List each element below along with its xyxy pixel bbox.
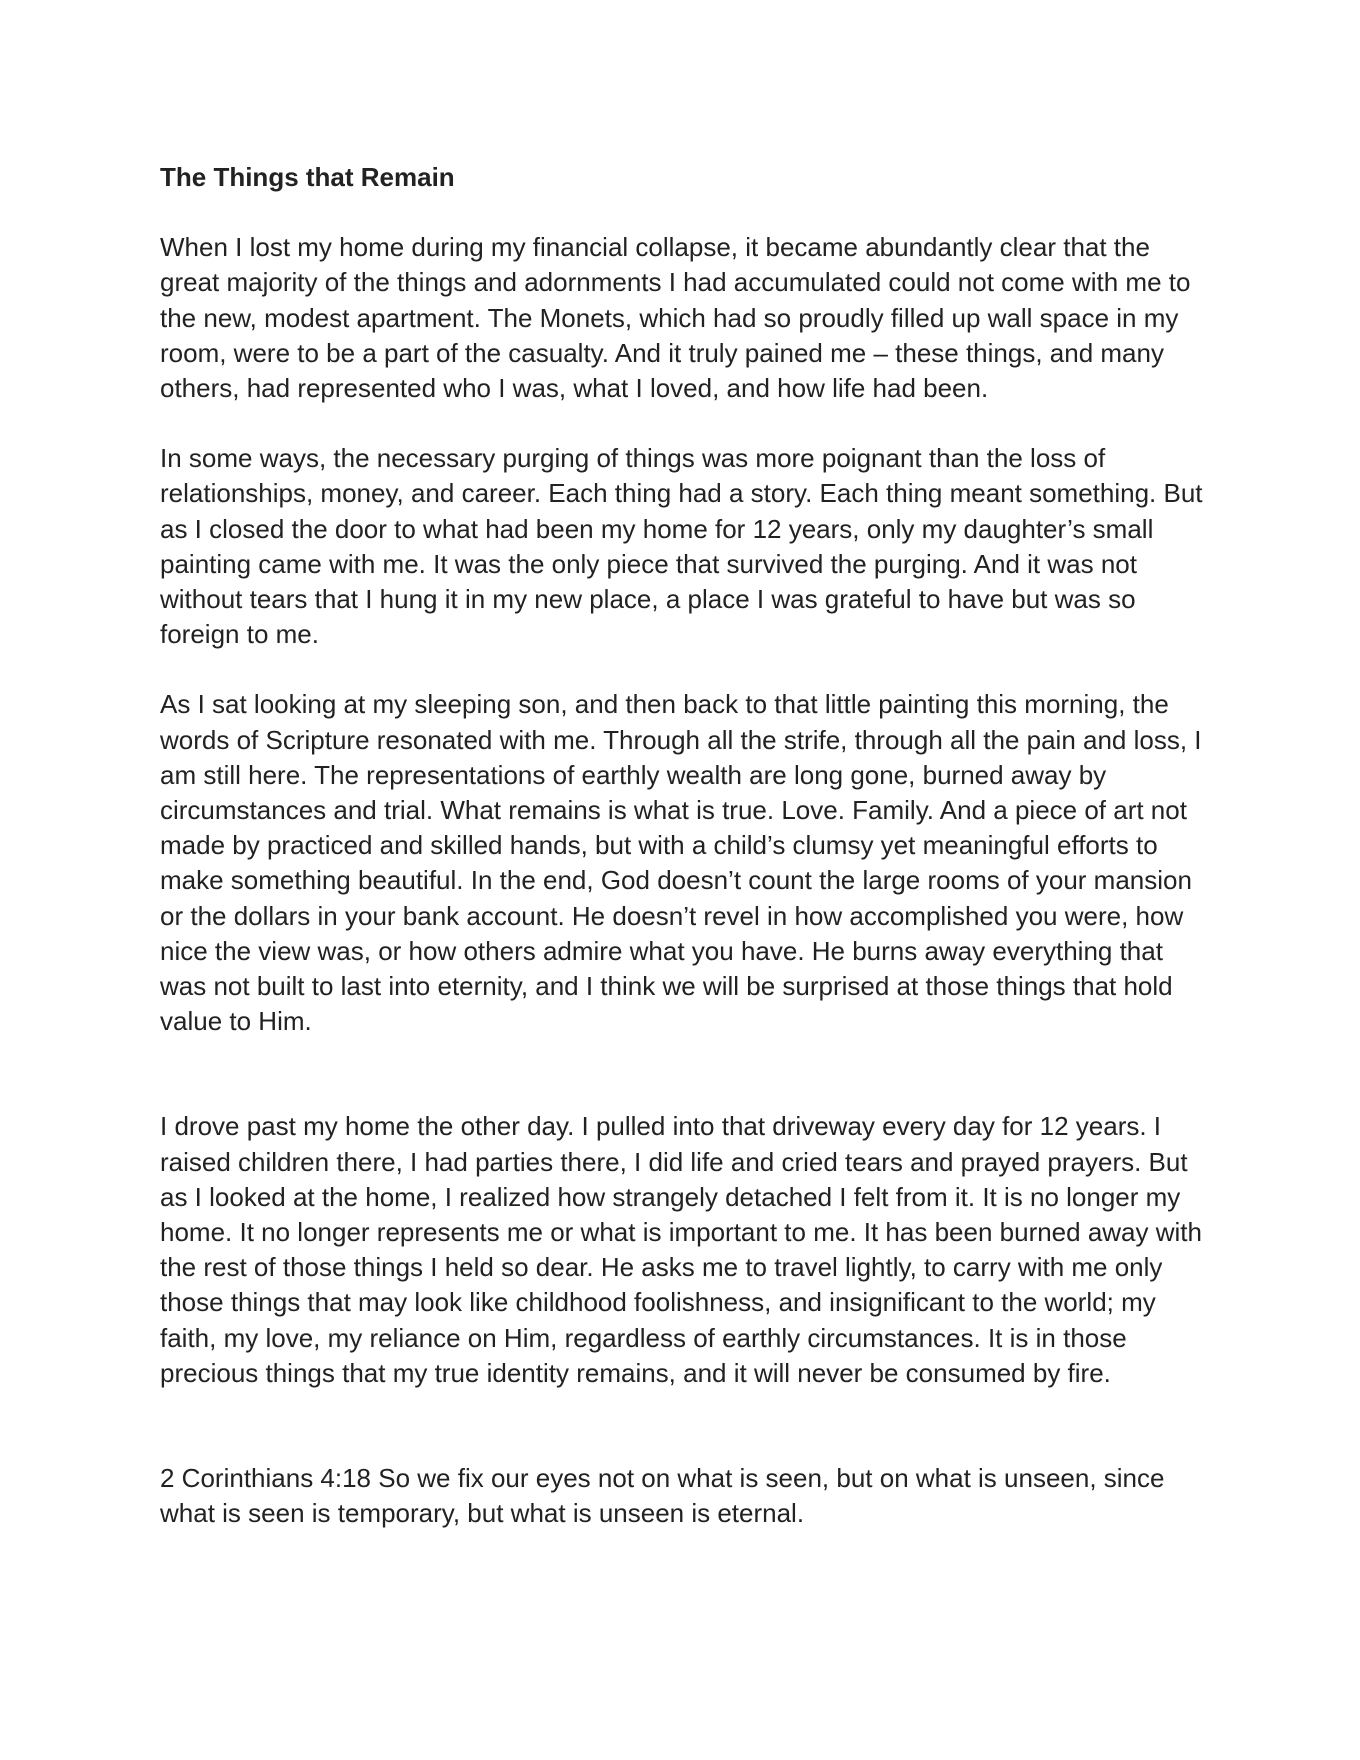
paragraph-4: I drove past my home the other day. I pulled into that driveway every day for 12 years. I raised children there, I had parties there, I did life and cried tears and prayed prayers. But as I looked at the home, I realized how strangely detached I felt from it. It is no longer my home. It no longer represents me or what is important to me. It has been burned away with the rest of those things I held so dear. He asks me to travel lightly, to carry with me only those things that may look like childhood foolishness, and insignificant to the world; my faith, my love, my reliance on Him, regardless of earthly circumstances. It is in those precious things that my true identity remains, and it will never be consumed by fire. — [160, 1111, 1202, 1388]
document-page — [160, 160, 1210, 1567]
paragraph-3: As I sat looking at my sleeping son, and then back to that little painting this morning, the words of Scripture resonated with me. Through all the strife, through all the pain and loss, I am still here. The representations of earthly wealth are long gone, burned away by circumstances and trial. What remains is what is true. Love. Family. And a piece of art not made by practiced and skilled hands, but with a child’s clumsy yet meaningful efforts to make something beautiful. In the end, God doesn’t count the large rooms of your mansion or the dollars in your bank account. He doesn’t revel in how accomplished you were, how nice the view was, or how others admire what you have. He burns away everything that was not built to last into eternity, and I think we will be surprised at those things that hold value to Him. — [160, 689, 1202, 1037]
document-title: The Things that Remain — [160, 162, 455, 192]
paragraph-1: When I lost my home during my financial collapse, it became abundantly clear that the great majority of the things and adornments I had accumulated could not come with me to the new, modest apartment. The Monets, which had so proudly filled up wall space in my room, were to be a part of the casualty. And it truly pained me – these things, and many others, had represented who I was, what I loved, and how life had been. — [160, 232, 1191, 404]
paragraph-2: In some ways, the necessary purging of things was more poignant than the loss of relationships, money, and career. Each thing had a story. Each thing meant something. But as I closed the door to what had been my home for 12 years, only my daughter’s small painting came with me. It was the only piece that survived the purging. And it was not without tears that I hung it in my new place, a place I was grateful to have but was so foreign to me. — [160, 443, 1203, 650]
scripture-verse: 2 Corinthians 4:18 So we fix our eyes not on what is seen, but on what is unseen, since what is seen is temporary, but what is unseen is eternal. — [160, 1463, 1165, 1529]
